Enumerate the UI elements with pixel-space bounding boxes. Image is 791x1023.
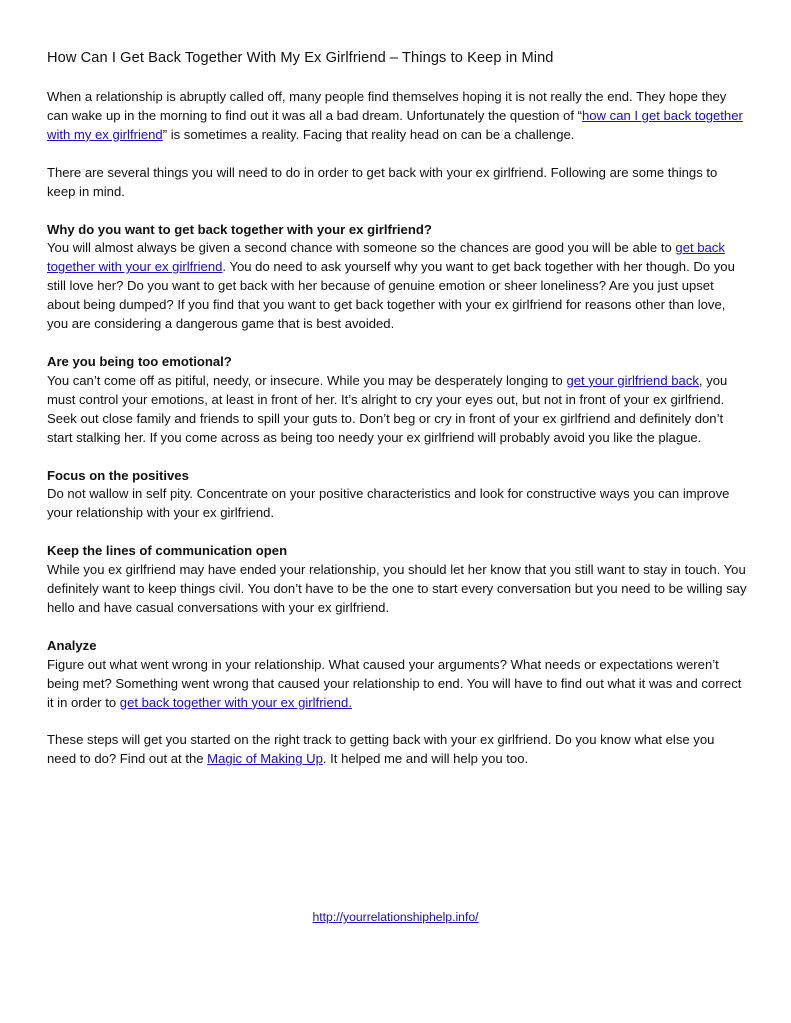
closing-text-after: . It helped me and will help you too. xyxy=(322,751,529,767)
intro-paragraph-2: There are several things you will need to do in order to get back with your ex girlfriend. Following are some things to keep in mind. xyxy=(47,164,718,199)
intro-text: When a relationship is abruptly called off, many people find themselves hoping it is not really the end. They hope they can wake up in the morning to find out it was all a bad dream. Unfortunately the question of “ xyxy=(47,89,727,123)
closing-text: These steps will get you started on the right track to getting back with your ex girlfriend. Do you know what else you need to do? Find out at the xyxy=(47,732,715,767)
section-text: While you ex girlfriend may have ended your relationship, you should let her know that you still want to stay in touch. You definitely want to keep things civil. You don’t have to be the one to start every conversation but you need to be willing say hello and have casual conversations with your ex girlfriend. xyxy=(47,562,747,615)
section-text: You can’t come off as pitiful, needy, or insecure. While you may be desperately longing to xyxy=(47,372,567,388)
section-heading: Analyze xyxy=(47,637,97,653)
section-text-after: . You do need to ask yourself why you want to get back together with her though. Do you still love her? Do you want to get back with her because of genuine emotion or sheer loneliness? Are you just upset about being dumped? If you find that you want to get back together with your ex girlfriend for reasons other than love, you are considering a dangerous game that is best avoided. xyxy=(47,259,735,332)
section-text: Figure out what went wrong in your relationship. What caused your arguments? What needs or expectations weren’t being met? Something went wrong that caused your relationship to end. You will have to find out what it was and correct it in order to xyxy=(47,656,742,710)
document-body xyxy=(47,48,747,788)
page-title: How Can I Get Back Together With My Ex Girlfriend – Things to Keep in Mind xyxy=(47,50,554,66)
section-text-after: , you must control your emotions, at least in front of her. It’s alright to cry your eyes out, but not in front of your ex girlfriend. Seek out close family and friends to spill your guts to. Don’t beg or cry in front of your ex girlfriend and definitely don’t start stalking her. If you come across as being too needy your ex girlfriend will probably avoid you like the plague. xyxy=(47,372,728,445)
footer-site-link[interactable]: http://yourrelationshiphelp.info/ xyxy=(312,910,479,924)
intro-paragraph xyxy=(47,88,747,145)
get-back-together-link[interactable]: get back together with your ex girlfriend xyxy=(47,240,725,275)
get-back-together-link-2[interactable]: get back together with your ex girlfriend. xyxy=(119,694,352,710)
footer xyxy=(0,909,791,925)
how-can-i-get-back-link[interactable]: how can I get back together with my ex girlfriend xyxy=(47,107,743,142)
section-heading: Are you being too emotional? xyxy=(47,353,232,369)
section-text: Do not wallow in self pity. Concentrate on your positive characteristics and look for constructive ways you can improve your relationship with your ex girlfriend. xyxy=(47,486,730,521)
section-positives xyxy=(47,467,747,524)
section-emotional xyxy=(47,353,747,448)
section-text: You will almost always be given a second chance with someone so the chances are good you will be able to xyxy=(47,240,676,256)
closing-paragraph xyxy=(47,731,747,769)
section-communication xyxy=(47,542,747,618)
section-heading: Focus on the positives xyxy=(47,467,189,483)
magic-of-making-up-link[interactable]: Magic of Making Up xyxy=(207,751,323,767)
intro-text-after: ” is sometimes a reality. Facing that reality head on can be a challenge. xyxy=(162,126,575,142)
section-heading: Why do you want to get back together with your ex girlfriend? xyxy=(47,221,432,237)
section-analyze xyxy=(47,637,747,713)
section-why xyxy=(47,221,747,334)
get-your-girlfriend-back-link[interactable]: get your girlfriend back xyxy=(566,372,699,388)
section-heading: Keep the lines of communication open xyxy=(47,543,288,559)
